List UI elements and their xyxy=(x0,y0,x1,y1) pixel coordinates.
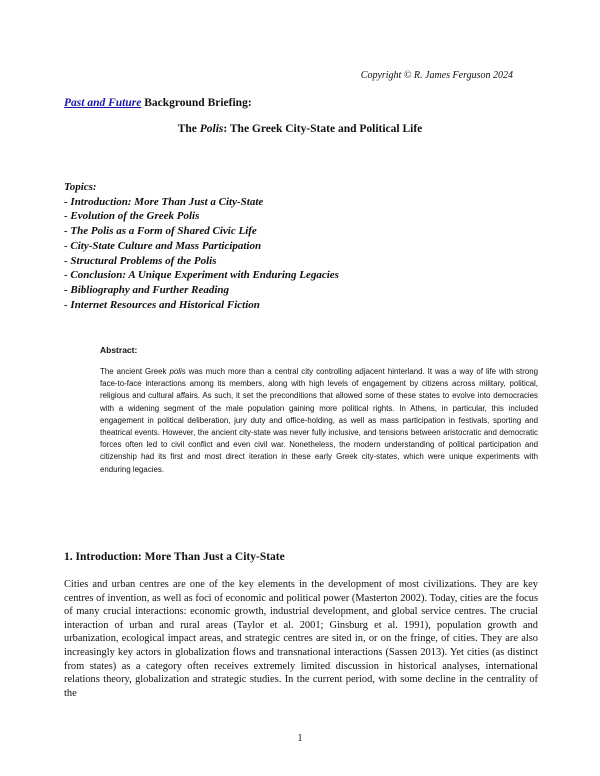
topic-item: - Bibliography and Further Reading xyxy=(64,283,230,296)
title-suffix: : The Greek City-State and Political Life xyxy=(223,123,423,135)
abstract-heading: Abstract: xyxy=(100,345,138,355)
topic-item: - Internet Resources and Historical Fiction xyxy=(64,298,260,311)
briefing-header-text: Background Briefing: xyxy=(141,97,252,109)
abstract-term: polis xyxy=(169,367,186,376)
topic-item: - Evolution of the Greek Polis xyxy=(64,210,200,223)
topic-item: - Structural Problems of the Polis xyxy=(64,254,217,267)
copyright-notice: Copyright © R. James Ferguson 2024 xyxy=(360,70,513,81)
abstract-text-start: The ancient Greek xyxy=(100,367,170,376)
section-body: Cities and urban centres are one of the key elements in the development of most civilizations. They are key centres of invention, as well as foci of economic and political power (Masterton 2002). Today, cities are the focus of many crucial interactions: economic growth, industrial development, and global service centres. The crucial interaction of urban and rural areas (Taylor et al. 2001; Ginsburg et al. 1991), population growth and urbanization, ecological impact areas, and strategic centres are sited in, or on the fringe, of cities. They are also increasingly key actors in globalization flows and transnational interactions (Sassen 2013). Yet cities (as distinct from states) as a category often receives extremely limited discussion in historical analyses, international relations theory, globalization and strategic studies. In the current period, with some decline in the centrality of the xyxy=(64,579,538,699)
topic-item: - The Polis as a Form of Shared Civic Life xyxy=(64,225,257,238)
topic-item: - Introduction: More Than Just a City-State xyxy=(64,195,264,208)
section-heading: 1. Introduction: More Than Just a City-State xyxy=(64,551,285,563)
title-emphasis: Polis xyxy=(199,123,224,135)
page-number: 1 xyxy=(297,733,303,744)
abstract-text xyxy=(100,366,538,476)
topics-heading: Topics: xyxy=(64,181,97,193)
document-title xyxy=(0,123,600,135)
topic-item: - City-State Culture and Mass Participation xyxy=(64,239,262,252)
topics-list xyxy=(64,180,339,312)
past-and-future-link[interactable]: Past and Future xyxy=(64,97,142,109)
abstract-text-rest: was much more than a central city controlling adjacent hinterland. It was a way of life with strong face-to-face interactions among its members, along with high levels of engagement by citizens across military, political, religious and cultural affairs. As such, it set the preconditions that allowed some of these states to evolve into democracies with a widening segment of the male population gaining more political rights. In Athens, in particular, this included engagement in political deliberation, jury duty and office-holding, as well as mass participation in festivals, sporting and theatrical events. However, the ancient city-state was never fully inclusive, and tensions between aristocratic and democratic forces often led to civil conflict and even civil war. Nonetheless, the modern understanding of political participation and citizenship had its first and most direct iteration in these early Greek city-states, which were unique experiments with enduring legacies. xyxy=(100,367,538,474)
title-prefix: The xyxy=(177,123,200,135)
topic-item: - Conclusion: A Unique Experiment with Enduring Legacies xyxy=(64,269,339,282)
briefing-header xyxy=(64,97,252,109)
